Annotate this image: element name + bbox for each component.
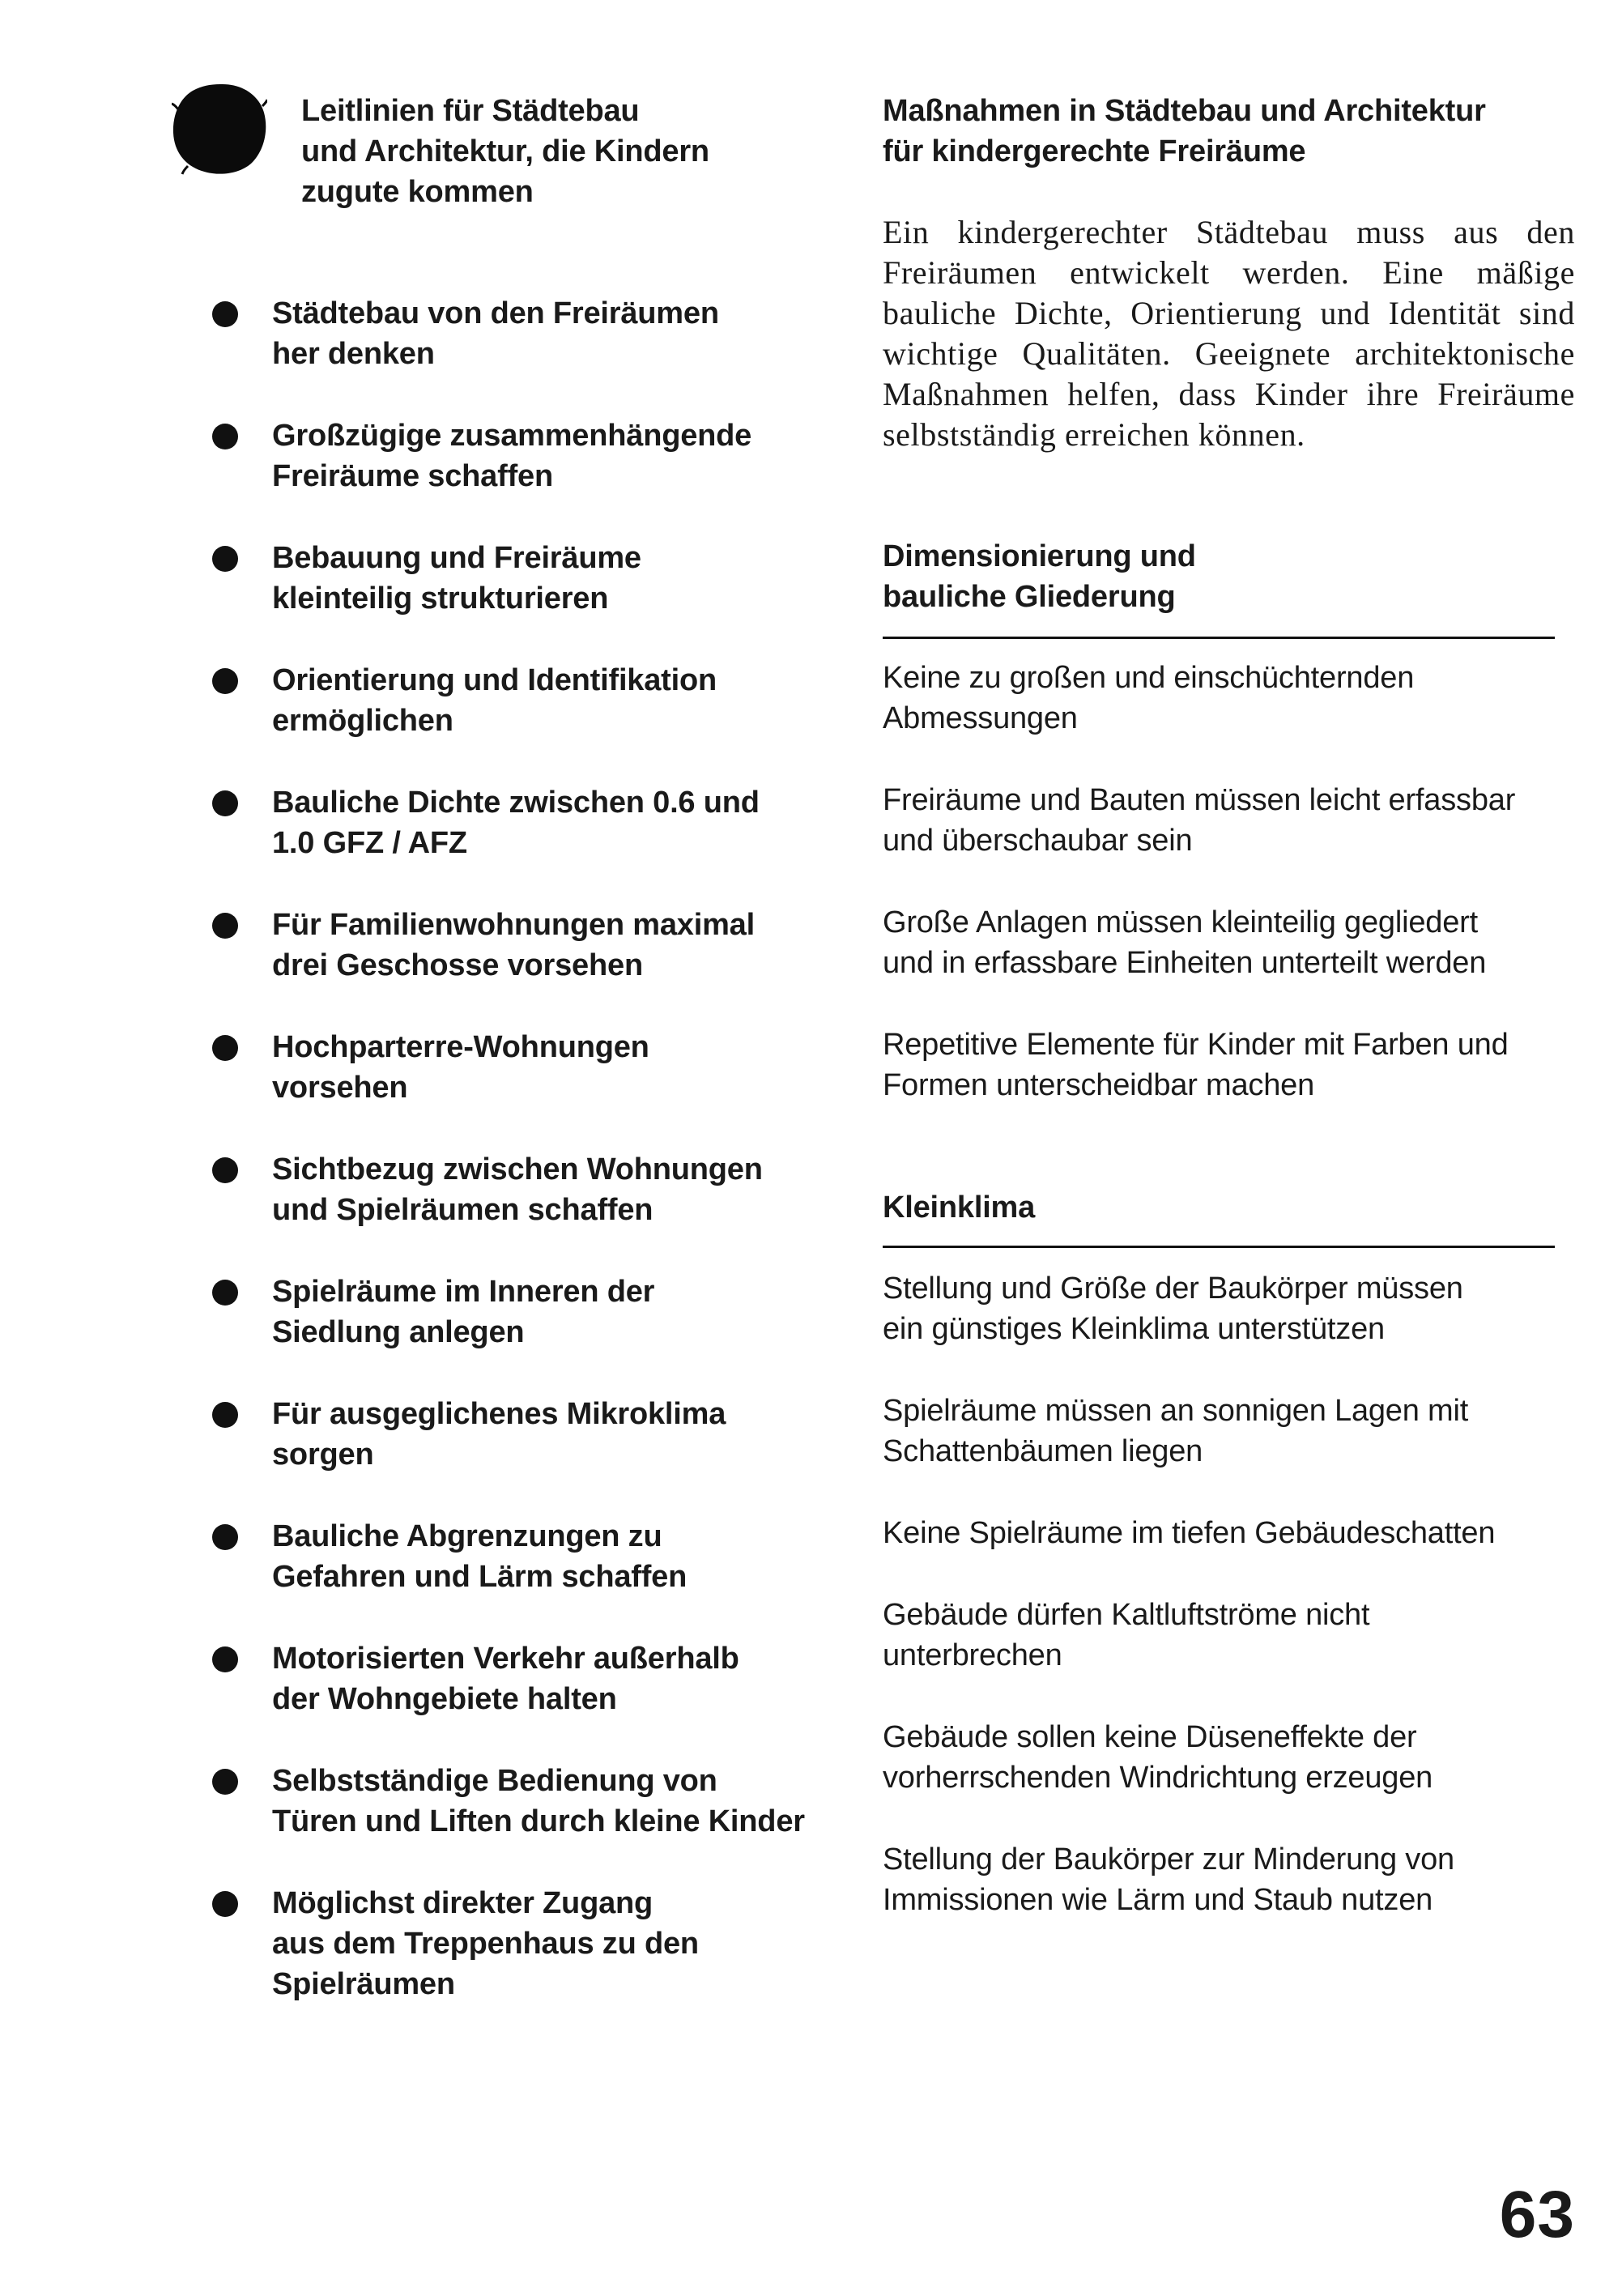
guideline-text — [272, 1027, 852, 1108]
measure-line: Freiräume und Bauten müssen leicht erfassbar — [883, 783, 1516, 817]
bullet-dot-icon — [212, 1646, 238, 1672]
guideline-line: Großzügige zusammenhängende — [272, 419, 752, 453]
section-title-kleinklima — [883, 1187, 1555, 1228]
measure-line: Keine zu großen und einschüchternden — [883, 661, 1415, 695]
measure-line: und überschaubar sein — [883, 824, 1193, 858]
guideline-text — [272, 1516, 852, 1597]
guideline-item — [212, 1272, 852, 1394]
right-column — [883, 0, 1579, 2296]
measure-item — [883, 780, 1579, 861]
measure-line: und in erfassbare Einheiten unterteilt werden — [883, 946, 1487, 980]
guideline-line: aus dem Treppenhaus zu den — [272, 1927, 699, 1961]
guideline-text — [272, 1149, 852, 1230]
measure-line: Große Anlagen müssen kleinteilig gegliedert — [883, 905, 1478, 939]
ink-blob-icon — [172, 82, 267, 176]
guideline-line: Bauliche Abgrenzungen zu — [272, 1519, 662, 1553]
section-divider — [883, 637, 1555, 639]
measure-line: unterbrechen — [883, 1638, 1062, 1672]
guideline-item — [212, 415, 852, 538]
guideline-line: Orientierung und Identifikation — [272, 663, 717, 697]
intro-paragraph: Ein kindergerechter Städtebau muss aus den Freiräumen entwickelt werden. Eine mäßige bauliche Dichte, Orientierung und Identität sind wichtige Qualitäten. Geeignete architektonische Maßnahmen helfen, dass Kinder ihre Freiräume selbstständig erreichen können. — [883, 214, 1575, 453]
guideline-text — [272, 415, 852, 496]
guideline-item — [212, 1638, 852, 1761]
guideline-line: Motorisierten Verkehr außerhalb — [272, 1642, 739, 1676]
bullet-dot-icon — [212, 1280, 238, 1306]
measure-line: Spielräume müssen an sonnigen Lagen mit — [883, 1394, 1469, 1428]
guideline-line: Spielräume im Inneren der — [272, 1275, 655, 1309]
guideline-line: Gefahren und Lärm schaffen — [272, 1560, 688, 1594]
guideline-line: Siedlung anlegen — [272, 1315, 525, 1349]
guideline-item — [212, 1761, 852, 1883]
guideline-text — [272, 1272, 852, 1352]
bullet-dot-icon — [212, 1157, 238, 1183]
bullet-dot-icon — [212, 1035, 238, 1061]
guideline-item — [212, 1516, 852, 1638]
bullet-dot-icon — [212, 1524, 238, 1550]
guideline-text — [272, 782, 852, 863]
guideline-item — [212, 293, 852, 415]
measure-line: Stellung der Baukörper zur Minderung von — [883, 1842, 1454, 1876]
guidelines-heading-line: zugute kommen — [301, 175, 534, 209]
bullet-dot-icon — [212, 1402, 238, 1428]
guideline-text — [272, 1761, 852, 1842]
guideline-text — [272, 293, 852, 374]
measure-line: vorherrschenden Windrichtung erzeugen — [883, 1761, 1433, 1795]
guideline-line: Möglichst direkter Zugang — [272, 1886, 653, 1920]
page-number: 63 — [1499, 2178, 1575, 2251]
guideline-line: Städtebau von den Freiräumen — [272, 296, 719, 330]
guideline-item — [212, 1883, 852, 2005]
measure-item — [883, 902, 1579, 983]
measure-line: Schattenbäumen liegen — [883, 1434, 1203, 1468]
section-divider — [883, 1246, 1555, 1248]
guideline-line: kleinteilig strukturieren — [272, 581, 609, 616]
measure-item — [883, 658, 1579, 739]
section-title-line: Dimensionierung und — [883, 539, 1196, 573]
guideline-item — [212, 1149, 852, 1272]
guidelines-heading-line: und Architektur, die Kindern — [301, 134, 709, 168]
guideline-line: vorsehen — [272, 1071, 408, 1105]
measure-line: Immissionen wie Lärm und Staub nutzen — [883, 1883, 1433, 1917]
guideline-item — [212, 905, 852, 1027]
guideline-line: und Spielräumen schaffen — [272, 1193, 653, 1227]
measures-heading — [883, 91, 1579, 172]
bullet-dot-icon — [212, 1769, 238, 1795]
guideline-line: ermöglichen — [272, 704, 453, 738]
guideline-item — [212, 538, 852, 660]
guideline-line: der Wohngebiete halten — [272, 1682, 617, 1716]
bullet-dot-icon — [212, 1891, 238, 1917]
guideline-line: Für ausgeglichenes Mikroklima — [272, 1397, 726, 1431]
guideline-text — [272, 1638, 852, 1719]
guideline-line: Für Familienwohnungen maximal — [272, 908, 755, 942]
bullet-dot-icon — [212, 668, 238, 694]
measure-line: Stellung und Größe der Baukörper müssen — [883, 1272, 1463, 1306]
measure-item — [883, 1024, 1579, 1105]
measure-line: Repetitive Elemente für Kinder mit Farben und — [883, 1028, 1509, 1062]
guideline-line: Türen und Liften durch kleine Kinder — [272, 1804, 805, 1838]
bullet-dot-icon — [212, 301, 238, 327]
measures-heading-line: für kindergerechte Freiräume — [883, 134, 1306, 168]
guideline-line: Freiräume schaffen — [272, 459, 553, 493]
section-title-line: Kleinklima — [883, 1191, 1036, 1225]
guideline-line: drei Geschosse vorsehen — [272, 948, 643, 982]
guidelines-heading — [301, 91, 820, 212]
guideline-line: 1.0 GFZ / AFZ — [272, 826, 467, 860]
measure-line: ein günstiges Kleinklima unterstützen — [883, 1312, 1385, 1346]
guideline-line: Spielräumen — [272, 1967, 455, 2001]
measure-item — [883, 1839, 1579, 1920]
guideline-line: her denken — [272, 337, 435, 371]
guideline-line: Bauliche Dichte zwischen 0.6 und — [272, 786, 760, 820]
measure-item — [883, 1268, 1579, 1349]
measure-line: Abmessungen — [883, 701, 1078, 735]
guideline-item — [212, 782, 852, 905]
guideline-line: Hochparterre-Wohnungen — [272, 1030, 649, 1064]
measure-line: Formen unterscheidbar machen — [883, 1068, 1315, 1102]
guideline-item — [212, 1027, 852, 1149]
guideline-line: Sichtbezug zwischen Wohnungen — [272, 1152, 763, 1186]
bullet-dot-icon — [212, 424, 238, 449]
guideline-text — [272, 1394, 852, 1475]
guideline-line: Bebauung und Freiräume — [272, 541, 641, 575]
guideline-text — [272, 538, 852, 619]
measure-line: Keine Spielräume im tiefen Gebäudeschatten — [883, 1516, 1496, 1550]
measure-item — [883, 1513, 1579, 1553]
section-title-line: bauliche Gliederung — [883, 580, 1176, 614]
measure-item — [883, 1717, 1579, 1798]
measure-line: Gebäude sollen keine Düseneffekte der — [883, 1720, 1417, 1754]
guideline-line: Selbstständige Bedienung von — [272, 1764, 717, 1798]
bullet-dot-icon — [212, 546, 238, 572]
guideline-line: sorgen — [272, 1438, 374, 1472]
guideline-item — [212, 660, 852, 782]
guideline-text — [272, 1883, 852, 2004]
guideline-text — [272, 905, 852, 986]
guideline-text — [272, 660, 852, 741]
measure-item — [883, 1595, 1579, 1676]
measure-line: Gebäude dürfen Kaltluftströme nicht — [883, 1598, 1370, 1632]
bullet-dot-icon — [212, 913, 238, 939]
guideline-list — [212, 293, 852, 2005]
measures-heading-line: Maßnahmen in Städtebau und Architektur — [883, 94, 1486, 128]
guidelines-heading-line: Leitlinien für Städtebau — [301, 94, 640, 128]
bullet-dot-icon — [212, 790, 238, 816]
section-title-dimensionierung — [883, 536, 1555, 617]
measure-item — [883, 1391, 1579, 1472]
guideline-item — [212, 1394, 852, 1516]
